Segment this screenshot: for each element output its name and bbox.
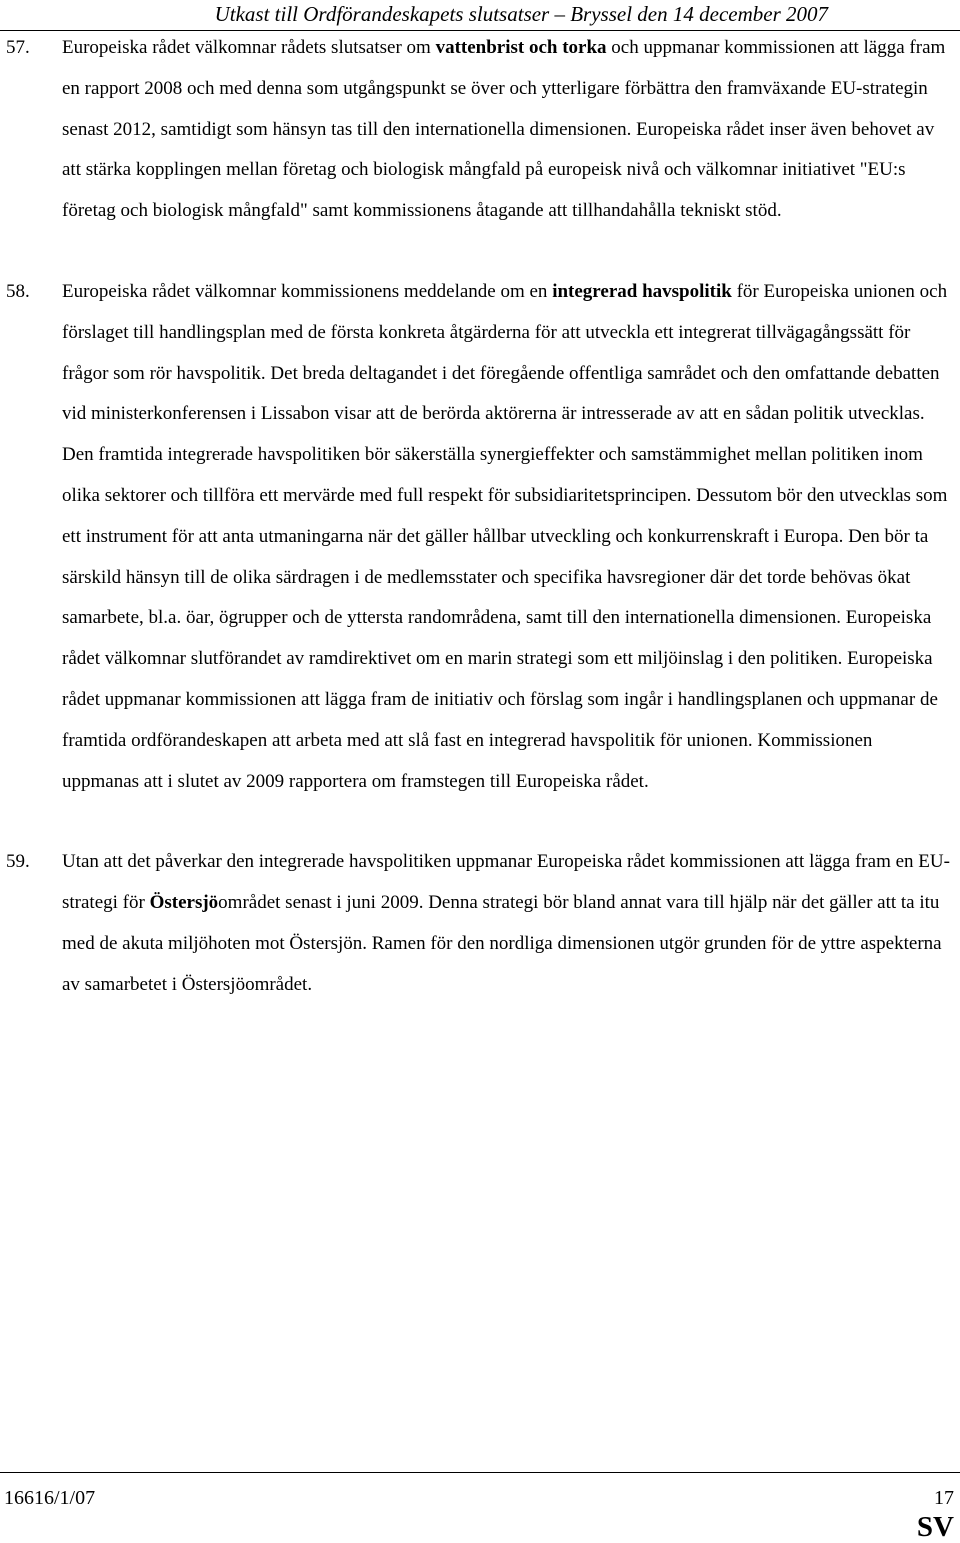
paragraph-number: 59. [6, 851, 30, 873]
bold-term: integrerad havspolitik [552, 280, 732, 302]
bold-term: vattenbrist och torka [435, 37, 607, 58]
header-title: Utkast till Ordförandeskapets slutsatser – Bryssel den 14 december 2007 [214, 2, 828, 26]
text-segment: och uppmanar kommissionen att lägga fram en rapport 2008 och med denna som utgångspunkt se över och ytterligare förbättra den framväxande EU-strategin senast 2012, samtidigt som hänsyn tas till den internationella dimensionen. Europeiska rådet inser även behovet av att stärka kopplingen mellan företag och biologisk mångfald på europeisk nivå och välkomnar initiativet "EU:s företag och biologisk mångfald" samt kommissionens åtagande att tillhandahålla tekniskt stöd. [62, 37, 946, 222]
text-segment: Europeiska rådet välkomnar rådets slutsatser om [62, 37, 436, 58]
page-number: 17 [934, 1487, 954, 1509]
paragraph-58 [0, 272, 960, 802]
document-body [0, 28, 960, 1006]
document-reference: 16616/1/07 [4, 1487, 96, 1509]
bold-term: Östersjö [149, 892, 219, 914]
paragraph-text [62, 842, 950, 1005]
footer-rule [0, 1472, 960, 1473]
text-segment: Utan att det påverkar den integrerade havspolitiken uppmanar Europeiska rådet kommissionen att lägga fram en EU-strategi för [62, 851, 950, 914]
paragraph-text [62, 28, 950, 232]
text-segment: för Europeiska unionen och förslaget till handlingsplan med de första konkreta åtgärderna för att utveckla ett integrerat tillvägagångssätt för frågor som rör havspolitik. Det breda deltagandet i det föregående offentliga samrådet och den omfattande debatten vid ministerkonferensen i Lissabon visar att de berörda aktörerna är intresserade av att en sådan politik utvecklas. Den framtida integrerade havspolitiken bör säkerställa synergieffekter och samstämmighet mellan politiken inom olika sektorer och tillföra ett mervärde med full respekt för subsidiaritetsprincipen. Dessutom bör den utvecklas som ett instrument för att anta utmaningarna när det gäller hållbar utveckling och konkurrenskraft i Europa. Den bör ta särskild hänsyn till de olika särdragen i de medlemsstater och specifika havsregioner där det torde behövas ökat samarbete, bl.a. öar, ögrupper och de yttersta randområdena, samt till den internationella dimensionen. Europeiska rådet välkomnar slutförandet av ramdirektivet om en marin strategi som ett miljöinslag i den politiken. Europeiska rådet uppmanar kommissionen att lägga fram de initiativ och förslag som ingår i handlingsplanen och uppmanar de framtida ordförandeskapen att arbeta med att slå fast en integrerad havspolitik för unionen. Kommissionen uppmanas att i slutet av 2009 rapportera om framstegen till Europeiska rådet. [62, 280, 948, 792]
paragraph-number: 58. [6, 280, 30, 302]
text-segment: Europeiska rådet välkomnar kommissionens meddelande om en [62, 280, 553, 302]
page-footer [0, 1470, 960, 1542]
page-header [0, 0, 960, 30]
language-code: SV [916, 1511, 954, 1543]
paragraph-number: 57. [6, 37, 30, 58]
text-segment: området senast i juni 2009. Denna strategi bör bland annat vara till hjälp när det gäller att ta itu med de akuta miljöhoten mot Östersjön. Ramen för den nordliga dimensionen utgör grunden för de yttre aspekterna av samarbetet i Östersjöområdet. [62, 892, 942, 995]
paragraph-57 [0, 28, 960, 232]
paragraph-59 [0, 842, 960, 1005]
paragraph-text [62, 272, 950, 802]
